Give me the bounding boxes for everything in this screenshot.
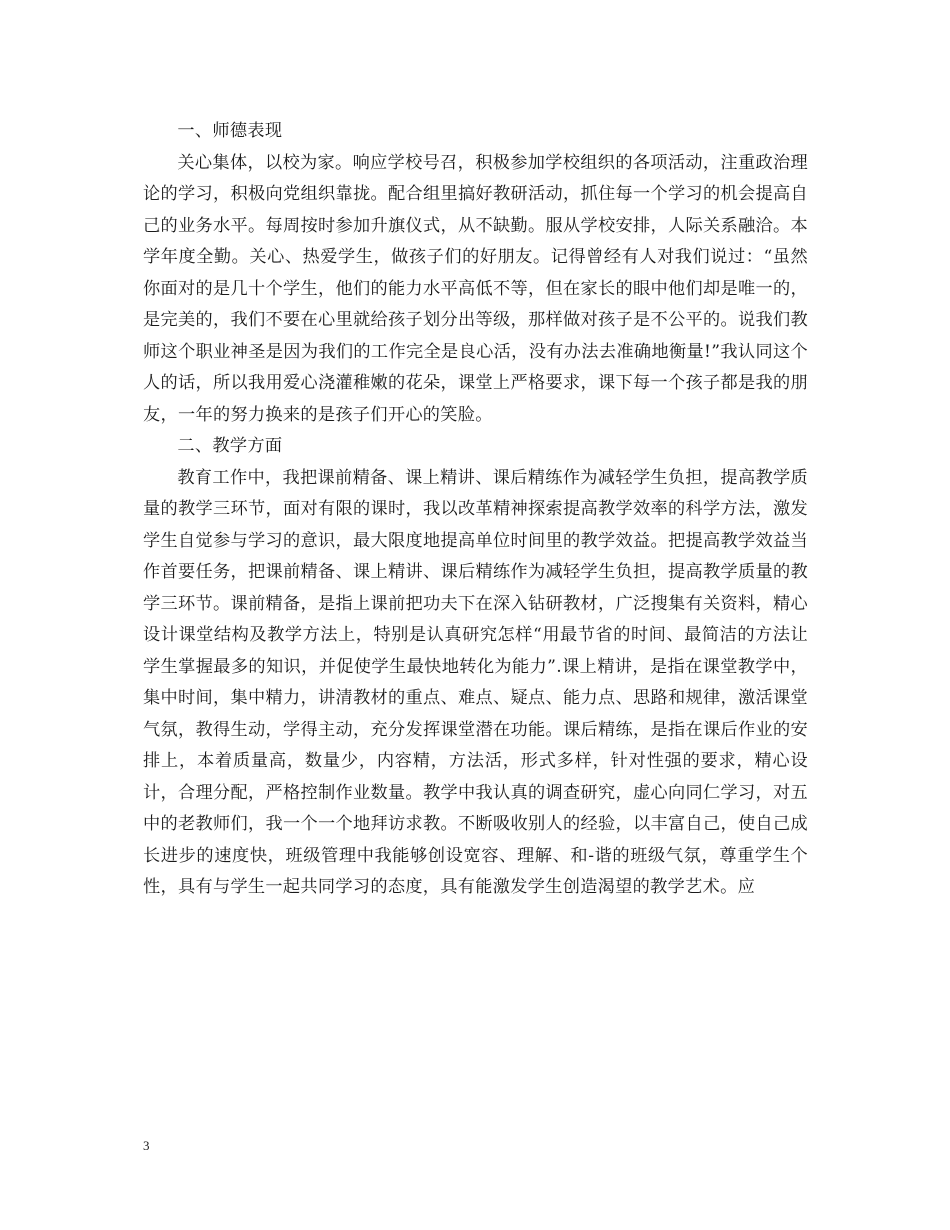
page-number: 3 [143, 1138, 150, 1153]
paragraph-teacher-ethics: 关心集体，以校为家。响应学校号召，积极参加学校组织的各项活动，注重政治理论的学习，积极向党组织靠拢。配合组里搞好教研活动，抓住每一个学习的机会提高自己的业务水平。每周按时参加升旗仪式，从不缺勤。服从学校安排，人际关系融洽。本学年度全勤。关心、热爱学生，做孩子们的好朋友。记得曾经有人对我们说过：“虽然你面对的是几十个学生，他们的能力水平高低不等，但在家长的眼中他们却是唯一的，是完美的，我们不要在心里就给孩子划分出等级，那样做对孩子是不公平的。说我们教师这个职业神圣是因为我们的工作完全是良心活，没有办法去准确地衡量!”我认同这个人的话，所以我用爱心浇灌稚嫩的花朵，课堂上严格要求，课下每一个孩子都是我的朋友，一年的努力换来的是孩子们开心的笑脸。 [143, 152, 808, 425]
document-body [143, 116, 808, 904]
paragraph-teaching: 教育工作中，我把课前精备、课上精讲、课后精练作为减轻学生负担，提高教学质量的教学三环节，面对有限的课时，我以改革精神探索提高教学效率的科学方法，激发学生自觉参与学习的意识，最大限度地提高单位时间里的教学效益。把提高教学效益当作首要任务，把课前精备、课上精讲、课后精练作为减轻学生负担，提高教学质量的教学三环节。课前精备，是指上课前把功夫下在深入钻研教材，广泛搜集有关资料，精心设计课堂结构及教学方法上，特别是认真研究怎样“用最节省的时间、最简洁的方法让学生掌握最多的知识，并促使学生最快地转化为能力”.课上精讲，是指在课堂教学中，集中时间，集中精力，讲清教材的重点、难点、疑点、能力点、思路和规律，激活课堂气氛，教得生动，学得主动，充分发挥课堂潜在功能。课后精练，是指在课后作业的安排上，本着质量高，数量少，内容精，方法活，形式多样，针对性强的要求，精心设计，合理分配，严格控制作业数量。教学中我认真的调查研究，虚心向同仁学习，对五中的老教师们，我一个一个地拜访求教。不断吸收别人的经验，以丰富自己，使自己成长进步的速度快，班级管理中我能够创设宽容、理解、和-谐的班级气氛，尊重学生个性，具有与学生一起共同学习的态度，具有能激发学生创造渴望的教学艺术。应 [143, 467, 808, 897]
section-heading-teaching: 二、教学方面 [177, 436, 283, 456]
section-heading-teacher-ethics: 一、师德表现 [177, 121, 283, 141]
